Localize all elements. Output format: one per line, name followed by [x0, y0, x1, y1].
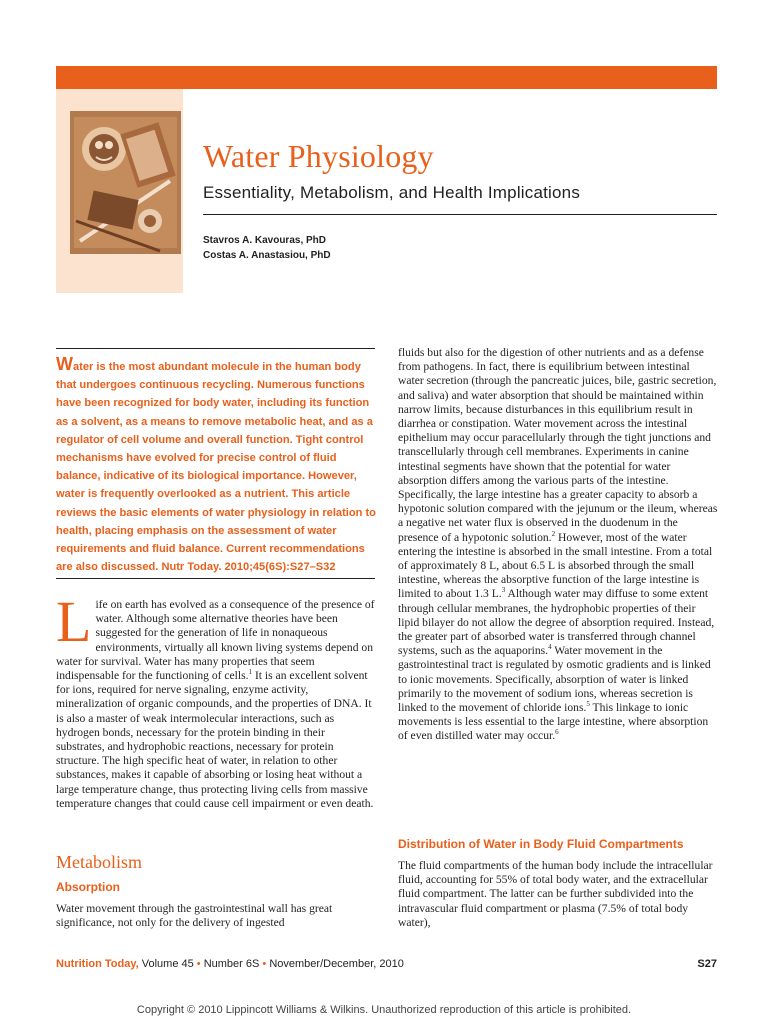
journal-date: November/December, 2010 [266, 958, 404, 970]
citation-ref: 5 [586, 700, 590, 709]
abstract-dropcap: W [56, 354, 73, 374]
paragraph-text: Water movement in the gastrointestinal tract is regulated by osmotic gradients and is linked to ionic movements. Specifically, absorption of water is linked primarily to the movement of sodium ions, whereas secretion is linked to the movement of chloride ions. [398, 644, 711, 715]
page-number: S27 [697, 958, 717, 970]
abstract-divider-bottom [56, 578, 375, 579]
intro-text-2: It is an excellent solvent for ions, required for nerve signaling, enzyme activity, mineralization of organic compounds, and the properties of DNA. It is also a master of weak intermolecular interactions, such as hydrogen bonds, necessary for the protein binding in their substrates, and hydrophobic reactions, necessary for protein structure. The high specific heat of water, in relation to other substances, makes it capable of absorbing or losing heat without a large temperature change, thus protecting living cells from massive temperature changes that could cause cell impairment or even death. [56, 669, 374, 810]
journal-volume: Volume 45 [138, 958, 197, 970]
footer-separator: • [262, 958, 267, 970]
footer-separator: • [196, 958, 201, 970]
citation-ref: 3 [501, 586, 506, 595]
header-bar [56, 66, 717, 89]
journal-name: Nutrition Today, [56, 958, 139, 970]
article-title: Water Physiology [203, 138, 434, 174]
intro-text-1: ife on earth has evolved as a consequence of the presence of water. Although some alternative theories have been suggested for the generation of life in nonaqueous environments, virtually all known living systems depend on water for survival. Water has many properties that seem indispensable for the functioning of cells. [56, 598, 375, 683]
article-illustration [70, 111, 181, 254]
abstract-text: ater is the most abundant molecule in the human body that undergoes continuous recycling. Numerous functions have been recognized for body water, including its function as a solvent, as a means to remove metabolic heat, and as a regulator of cell volume and overall function. Tight control mechanisms have evolved for precise control of fluid balance, indicative of its biological importance. However, water is frequently overlooked as a nutrient. This article reviews the basic elements of water physiology in relation to health, placing emphasis on the assessment of water requirements and fluid balance. Current recommendations are also discussed. Nutr Today. 2010;45(6S):S27–S32 [56, 361, 376, 574]
author-name: Stavros A. Kavouras, PhD [203, 235, 327, 246]
title-divider [203, 214, 717, 215]
paragraph-text: However, most of the water entering the intestine is absorbed in the small intestine. From a total of approximately 8 L, about 6.5 L is absorbed through the small intestine, whereas the absorptive function of the large intestine is limited to about 1.3 L. [398, 530, 713, 601]
article-subtitle: Essentiality, Metabolism, and Health Implications [203, 183, 581, 202]
intro-dropcap: L [56, 589, 92, 654]
absorption-paragraph-continued [398, 346, 718, 744]
citation-ref: 2 [551, 529, 556, 538]
citation-ref: 4 [548, 643, 552, 652]
author-name: Costas A. Anastasiou, PhD [203, 250, 331, 261]
section-heading-metabolism: Metabolism [56, 852, 142, 872]
distribution-paragraph: The fluid compartments of the human body include the intracellular fluid, accounting for 55% of total body water, and the extracellular fluid compartment. The latter can be further subdivided into the intravascular fluid compartment or plasma (7.5% of total body water), [398, 859, 713, 929]
copyright-notice: Copyright © 2010 Lippincott Williams & Wilkins. Unauthorized reproduction of this article is prohibited. [136, 1004, 632, 1016]
subheading-distribution: Distribution of Water in Body Fluid Compartments [398, 837, 684, 851]
citation-ref: 1 [248, 668, 253, 677]
paragraph-text: fluids but also for the digestion of other nutrients and as a defense from pathogens. In fact, there is equilibrium between intestinal water secretion (through the pancreatic juices, bile, gastric secretion, and saliva) and water absorption that should be maintained within narrow limits, because disturbances in this equilibrium result in diarrhea or constipation. Water movement across the intestinal epithelium may occur paracellularly through the tight junctions and transcellularly through cell membranes. Experiments in canine intestinal segments have shown that the potential for water absorption differs among the various parts of the intestine. Specifically, the large intestine has a greater capacity to absorb a hypotonic solution compared with the jejunum or the ileum, whereas a negative net water flux is observed in the duodenum in the presence of a hypotonic solution. [398, 346, 718, 544]
subheading-absorption: Absorption [56, 880, 120, 894]
paragraph-text: Although water may diffuse to some extent through cellular membranes, the hydrophobic properties of their lipid bilayer do not allow the degree of absorption required. Instead, the greater part of absorbed water is transferred through channel systems, such as the aquaporins. [398, 587, 715, 658]
citation-ref: 6 [555, 728, 559, 737]
page-footer [56, 958, 717, 970]
absorption-paragraph: Water movement through the gastrointestinal wall has great significance, not only for the delivery of ingested [56, 902, 333, 930]
journal-number: Number 6S [200, 958, 263, 970]
abstract [56, 355, 377, 576]
intro-paragraph [56, 589, 375, 811]
abstract-divider-top [56, 348, 375, 349]
paragraph-text: This linkage to ionic movements is less essential to the large intestine, where absorption of even distilled water may occur. [398, 701, 709, 743]
